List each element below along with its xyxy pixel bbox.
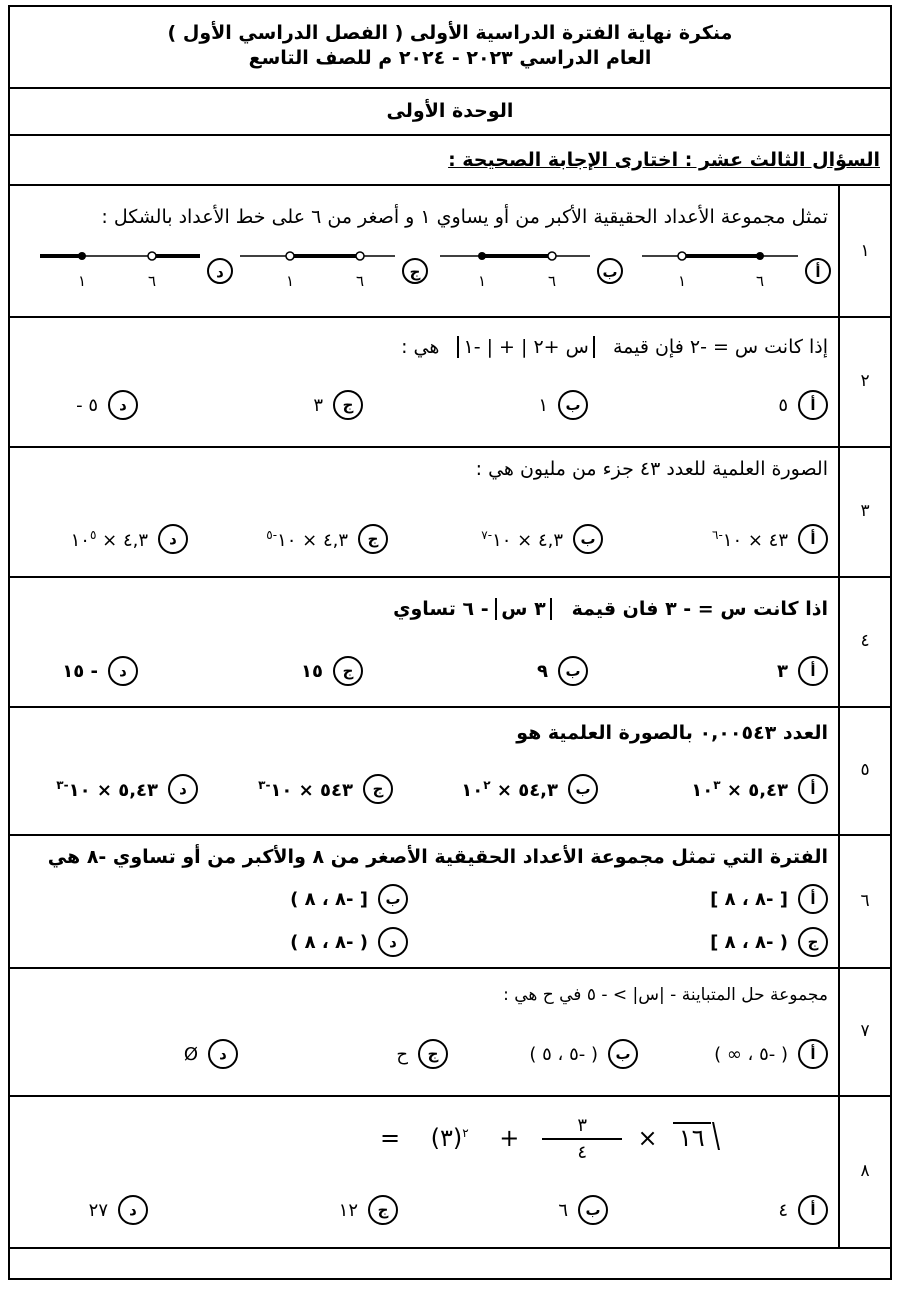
option-b-label: ب — [608, 1039, 638, 1069]
question-row-4 — [10, 576, 890, 708]
option-c-value: ( -٨ ، ٨ ] — [710, 931, 788, 953]
option-a-label: أ — [798, 884, 828, 914]
option-b-value: ٩ — [537, 660, 548, 682]
tick-label: ٦ — [355, 272, 365, 290]
option-a-value: ٥,٤٣ × ١٠ — [691, 779, 788, 801]
open-point — [356, 252, 364, 260]
option-c-value: ١٥ — [301, 660, 323, 682]
option-a[interactable] — [712, 524, 828, 554]
tick-label: ٦ — [547, 272, 557, 290]
option-b-value: ٦ — [558, 1199, 568, 1221]
times-sign: × — [637, 1124, 658, 1152]
question-text-before: إذا كانت س = -٢ فإن قيمة — [612, 336, 828, 358]
option-d[interactable] — [184, 1039, 238, 1069]
plus-sign: + — [499, 1124, 520, 1152]
option-b-value: ٤,٣ × ١٠ — [492, 529, 563, 551]
option-b-label: ب — [378, 884, 408, 914]
tick-label: ٦ — [755, 272, 765, 290]
option-c-label: ج — [363, 774, 393, 804]
option-a[interactable] — [691, 774, 828, 804]
option-a-exponent: -٦ — [711, 527, 723, 542]
option-c-label: ج — [333, 656, 363, 686]
option-c[interactable] — [266, 524, 388, 554]
question-number: ٤ — [838, 576, 890, 706]
fraction-denominator: ٤ — [577, 1142, 588, 1163]
option-c-value: ١٢ — [338, 1199, 358, 1221]
question-text-before: اذا كانت س = - ٣ فان قيمة — [571, 598, 828, 620]
question-row-5 — [10, 706, 890, 836]
option-a-label: أ — [798, 1195, 828, 1225]
option-c[interactable] — [313, 390, 363, 420]
option-a-label: أ — [798, 390, 828, 420]
open-point — [548, 252, 556, 260]
option-d-label: د — [108, 656, 138, 686]
option-c[interactable] — [258, 774, 393, 804]
option-a-value: [ -٨ ، ٨ ] — [710, 888, 788, 910]
tick-label: ٦ — [147, 272, 157, 290]
option-b-label: ب — [578, 1195, 608, 1225]
option-a-label: أ — [798, 1039, 828, 1069]
option-d-label: د — [118, 1195, 148, 1225]
option-c[interactable] — [301, 656, 363, 686]
unit-title: الوحدة الأولى — [10, 89, 890, 136]
question-row-1 — [10, 186, 890, 318]
question-number: ٢ — [838, 316, 890, 446]
option-c[interactable] — [396, 1039, 448, 1069]
option-c-value: ٥٤٣ × ١٠ — [270, 779, 353, 801]
option-d[interactable] — [76, 390, 138, 420]
option-d-value: ٥ - — [76, 394, 98, 416]
option-d[interactable] — [62, 656, 138, 686]
option-d-value: Ø — [183, 1043, 198, 1065]
option-a-exponent: ٣ — [713, 777, 721, 792]
option-b-value: [ -٨ ، ٨ ) — [290, 888, 368, 910]
option-d-label: د — [378, 927, 408, 957]
option-d-number-line[interactable] — [40, 252, 232, 290]
option-b-label: ب — [558, 656, 588, 686]
option-b-label: ب — [573, 524, 603, 554]
option-d-label: د — [208, 1039, 238, 1069]
option-b-number-line[interactable] — [440, 252, 622, 290]
option-c-label: ج — [368, 1195, 398, 1225]
option-c-label: ج — [358, 524, 388, 554]
option-d-label: د — [108, 390, 138, 420]
question-number: ٨ — [838, 1095, 890, 1247]
question-text: مجموعة حل المتباينة - |س| > - ٥ في ح هي : — [503, 985, 828, 1005]
option-d-exponent: -٣ — [56, 777, 69, 792]
option-c-number-line[interactable] — [240, 252, 427, 290]
option-a[interactable] — [778, 390, 828, 420]
number-line-options — [20, 241, 840, 311]
option-c-value: ٤,٣ × ١٠ — [277, 529, 348, 551]
option-a-label: أ — [815, 263, 821, 281]
option-d-exponent: ٥ — [89, 527, 97, 542]
option-b[interactable] — [461, 774, 598, 804]
option-a-value: ٥ — [778, 394, 788, 416]
power-base: (٣) — [430, 1124, 463, 1152]
option-b-value: ( -٥ ، ٥ ) — [529, 1043, 598, 1065]
option-a-value: ٤ — [778, 1199, 788, 1221]
absolute-expression: س +٢ | + | -١ — [457, 336, 594, 358]
math-expression — [380, 1115, 711, 1163]
option-c[interactable] — [710, 927, 828, 957]
fraction — [542, 1115, 622, 1163]
header-title — [10, 7, 890, 89]
option-d[interactable] — [71, 524, 188, 554]
option-c-value: ٣ — [313, 394, 323, 416]
option-d-value: ٢٧ — [88, 1199, 108, 1221]
option-b-label: ب — [602, 263, 618, 281]
question-text: تمثل مجموعة الأعداد الحقيقية الأكبر من أو يساوي ١ و أصغر من ٦ على خط الأعداد بالشكل : — [101, 206, 828, 228]
closed-point — [478, 252, 486, 260]
option-a-value: ( -٥ ، ∞ ) — [714, 1043, 788, 1065]
question-text: الصورة العلمية للعدد ٤٣ جزء من مليون هي : — [475, 458, 828, 480]
option-b-label: ب — [568, 774, 598, 804]
option-a[interactable] — [714, 1039, 828, 1069]
option-d-value: ٥,٤٣ × ١٠ — [68, 779, 158, 801]
question-number: ٦ — [838, 834, 890, 967]
fraction-numerator: ٣ — [577, 1115, 588, 1136]
tick-label: ١ — [77, 272, 87, 290]
option-c-label: ج — [798, 927, 828, 957]
option-c-label: ج — [418, 1039, 448, 1069]
square-root — [673, 1122, 711, 1152]
worksheet — [8, 5, 892, 1280]
option-c[interactable] — [339, 1195, 398, 1225]
tick-label: ١ — [677, 272, 687, 290]
open-point — [286, 252, 294, 260]
square-root-value: ١٦ — [678, 1124, 705, 1152]
option-b-exponent: -٧ — [481, 527, 493, 542]
option-a-label: أ — [798, 524, 828, 554]
question-row-3 — [10, 446, 890, 578]
tick-label: ١ — [477, 272, 487, 290]
option-b-exponent: ٢ — [483, 777, 491, 792]
open-point — [678, 252, 686, 260]
option-d-label: د — [168, 774, 198, 804]
question-title — [10, 134, 890, 186]
option-c-label: ج — [333, 390, 363, 420]
option-a-label: أ — [798, 774, 828, 804]
option-c-label: ج — [409, 263, 421, 281]
option-b[interactable] — [537, 656, 588, 686]
option-a-value: ٣ — [777, 660, 788, 682]
question-text — [393, 598, 828, 620]
option-d-value: ( -٨ ، ٨ ) — [290, 931, 368, 953]
option-c-value: ح — [396, 1043, 408, 1065]
question-row-8 — [10, 1095, 890, 1249]
option-b[interactable] — [290, 884, 408, 914]
option-b-value: ٥٤,٣ × ١٠ — [461, 779, 558, 801]
question-text: الفترة التي تمثل مجموعة الأعداد الحقيقية الأصغر من ٨ والأكبر من أو تساوي -٨ هي — [47, 846, 828, 868]
option-a[interactable] — [777, 656, 828, 686]
option-d-label: د — [216, 263, 224, 281]
option-a[interactable] — [710, 884, 828, 914]
option-b[interactable] — [481, 524, 603, 554]
power-exponent: ٢ — [462, 1126, 469, 1140]
question-text — [401, 336, 828, 358]
option-d-value: - ١٥ — [62, 660, 98, 682]
option-a-number-line[interactable] — [642, 252, 830, 290]
option-d[interactable] — [290, 927, 408, 957]
question-title-text: السؤال الثالث عشر : اختارى الإجابة الصحيحة : — [448, 149, 880, 171]
option-d-label: د — [158, 524, 188, 554]
question-row-2 — [10, 316, 890, 448]
question-text-after: - ٦ تساوي — [393, 598, 489, 620]
option-b-value: ١ — [538, 394, 548, 416]
option-a[interactable] — [778, 1195, 828, 1225]
question-row-7 — [10, 967, 890, 1097]
header-line-2: العام الدراسي ٢٠٢٣ - ٢٠٢٤ م للصف التاسع — [248, 47, 652, 69]
tick-label: ١ — [285, 272, 295, 290]
open-point — [148, 252, 156, 260]
question-text: العدد ٠,٠٠٥٤٣ بالصورة العلمية هو — [516, 722, 828, 744]
option-b-label: ب — [558, 390, 588, 420]
question-text-after: هي : — [401, 336, 440, 358]
option-b[interactable] — [529, 1039, 638, 1069]
option-a-label: أ — [798, 656, 828, 686]
option-c-exponent: -٥ — [266, 527, 278, 542]
option-d[interactable] — [56, 774, 198, 804]
closed-point — [78, 252, 86, 260]
closed-point — [756, 252, 764, 260]
question-number: ٣ — [838, 446, 890, 576]
option-b[interactable] — [558, 1195, 608, 1225]
option-b[interactable] — [538, 390, 588, 420]
option-a-value: ٤٣ × ١٠ — [722, 529, 788, 551]
absolute-expression: ٣ س — [495, 598, 551, 620]
option-c-exponent: -٣ — [258, 777, 271, 792]
option-d-value: ٤,٣ × ١٠ — [70, 529, 148, 551]
question-row-6 — [10, 834, 890, 969]
option-d[interactable] — [89, 1195, 148, 1225]
question-number: ٥ — [838, 706, 890, 834]
equals-sign: = — [380, 1124, 401, 1152]
header-line-1: منكرة نهاية الفترة الدراسية الأولى ( الفصل الدراسي الأول ) — [167, 22, 733, 44]
question-number: ١ — [838, 186, 890, 316]
question-number: ٧ — [838, 967, 890, 1095]
